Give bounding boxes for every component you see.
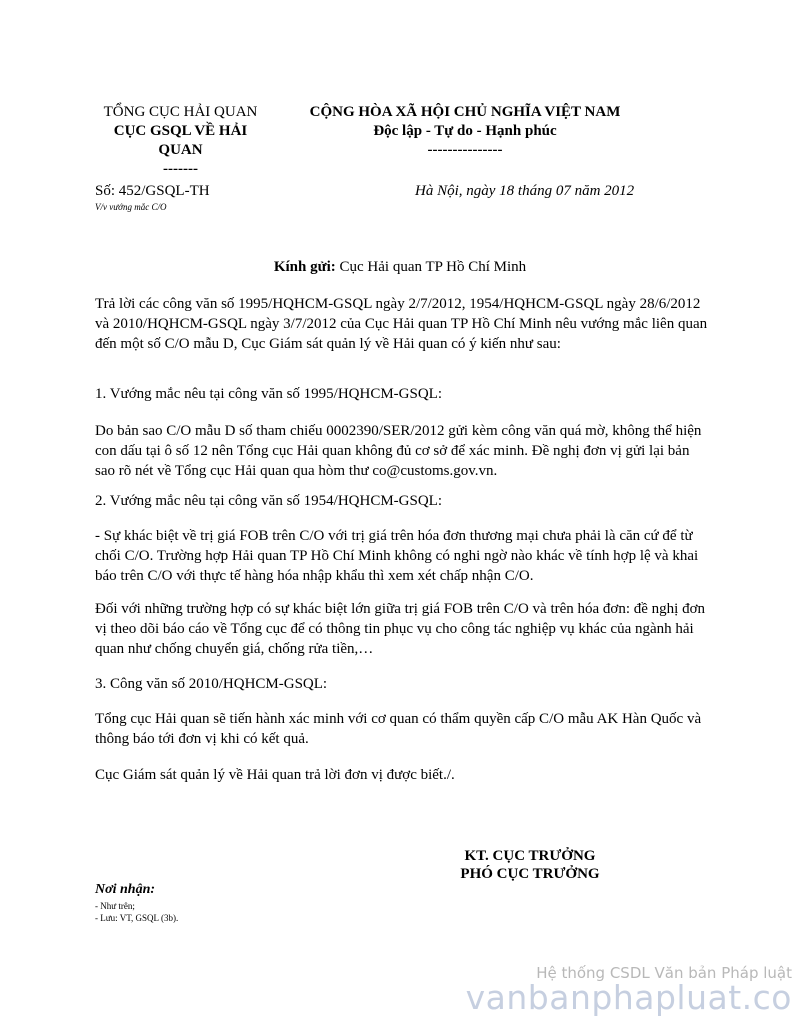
national-motto	[275, 103, 655, 160]
country-name: CỘNG HÒA XÃ HỘI CHỦ NGHĨA VIỆT NAM	[309, 104, 621, 120]
signature-block	[400, 847, 660, 883]
section-2-paragraph-2: Đối với những trường hợp có sự khác biệt lớn giữa trị giá FOB trên C/O và trên hóa đơn: đề nghị đơn vị theo dõi báo cáo về Tổng cục để có thông tin phục vụ cho công tác nghiệp vụ khác của ngành hải quan như chống chuyển giá, chống rửa tiền,…	[95, 601, 706, 657]
section-3-paragraph: Tổng cục Hải quan sẽ tiến hành xác minh với cơ quan có thẩm quyền cấp C/O mẫu AK Hàn Quốc và thông báo tới đơn vị khi có kết quả.	[95, 711, 702, 747]
section-3-heading: 3. Công văn số 2010/HQHCM-GSQL:	[95, 676, 328, 692]
signer-title-2: PHÓ CỤC TRƯỞNG	[460, 866, 600, 882]
agency-parent: TỔNG CỤC HẢI QUAN	[103, 104, 258, 120]
watermark-caption: Hệ thống CSDL Văn bản Pháp luật	[536, 964, 792, 982]
issuing-agency	[88, 103, 273, 179]
agency-divider: -------	[163, 161, 198, 177]
recipient-item: - Lưu: VT, GSQL (3b).	[95, 913, 179, 923]
section-1-paragraph: Do bản sao C/O mẫu D số tham chiếu 0002390/SER/2012 gửi kèm công văn quá mờ, không thể hiện con dấu tại ô số 12 nên Tổng cục Hải quan không đủ cơ sở để xác minh. Đề nghị đơn vị gửi lại bản sao rõ nét về Tổng cục Hải quan qua hòm thư co@customs.gov.vn.	[95, 423, 702, 479]
section-2-paragraph-1: - Sự khác biệt về trị giá FOB trên C/O với trị giá trên hóa đơn thương mại chưa phải là căn cứ để từ chối C/O. Trường hợp Hải quan TP Hồ Chí Minh không có nghi ngờ nào khác về tính hợp lệ và khai báo trên C/O với thực tế hàng hóa nhập khẩu thì xem xét chấp nhận C/O.	[95, 528, 699, 584]
document-subject: V/v vướng mắc C/O	[95, 202, 167, 212]
motto-divider: ---------------	[427, 142, 503, 158]
signer-title-1: KT. CỤC TRƯỞNG	[464, 848, 596, 864]
recipient-name: Cục Hải quan TP Hồ Chí Minh	[335, 259, 527, 275]
agency-name-line2: QUAN	[158, 142, 203, 158]
recipient-line	[0, 259, 800, 276]
section-2-heading: 2. Vướng mắc nêu tại công văn số 1954/HQHCM-GSQL:	[95, 493, 442, 509]
recipients-title: Nơi nhận:	[95, 882, 156, 897]
document-date: Hà Nội, ngày 18 tháng 07 năm 2012	[415, 183, 635, 199]
document-number: Số: 452/GSQL-TH	[95, 183, 210, 199]
motto: Độc lập - Tự do - Hạnh phúc	[373, 123, 557, 139]
closing-paragraph: Cục Giám sát quản lý về Hải quan trả lời đơn vị được biết./.	[95, 767, 455, 783]
watermark-site: vanbanphapluat.co	[465, 978, 792, 1017]
intro-paragraph: Trả lời các công văn số 1995/HQHCM-GSQL ngày 2/7/2012, 1954/HQHCM-GSQL ngày 28/6/2012 và 2010/HQHCM-GSQL ngày 3/7/2012 của Cục Hải quan TP Hồ Chí Minh nêu vướng mắc liên quan đến một số C/O mẫu D, Cục Giám sát quản lý về Hải quan có ý kiến như sau:	[95, 296, 708, 352]
recipient-item: - Như trên;	[95, 901, 135, 911]
recipient-label: Kính gửi:	[273, 259, 336, 275]
agency-name-line1: CỤC GSQL VỀ HẢI	[113, 123, 248, 139]
section-1-heading: 1. Vướng mắc nêu tại công văn số 1995/HQHCM-GSQL:	[95, 386, 442, 402]
